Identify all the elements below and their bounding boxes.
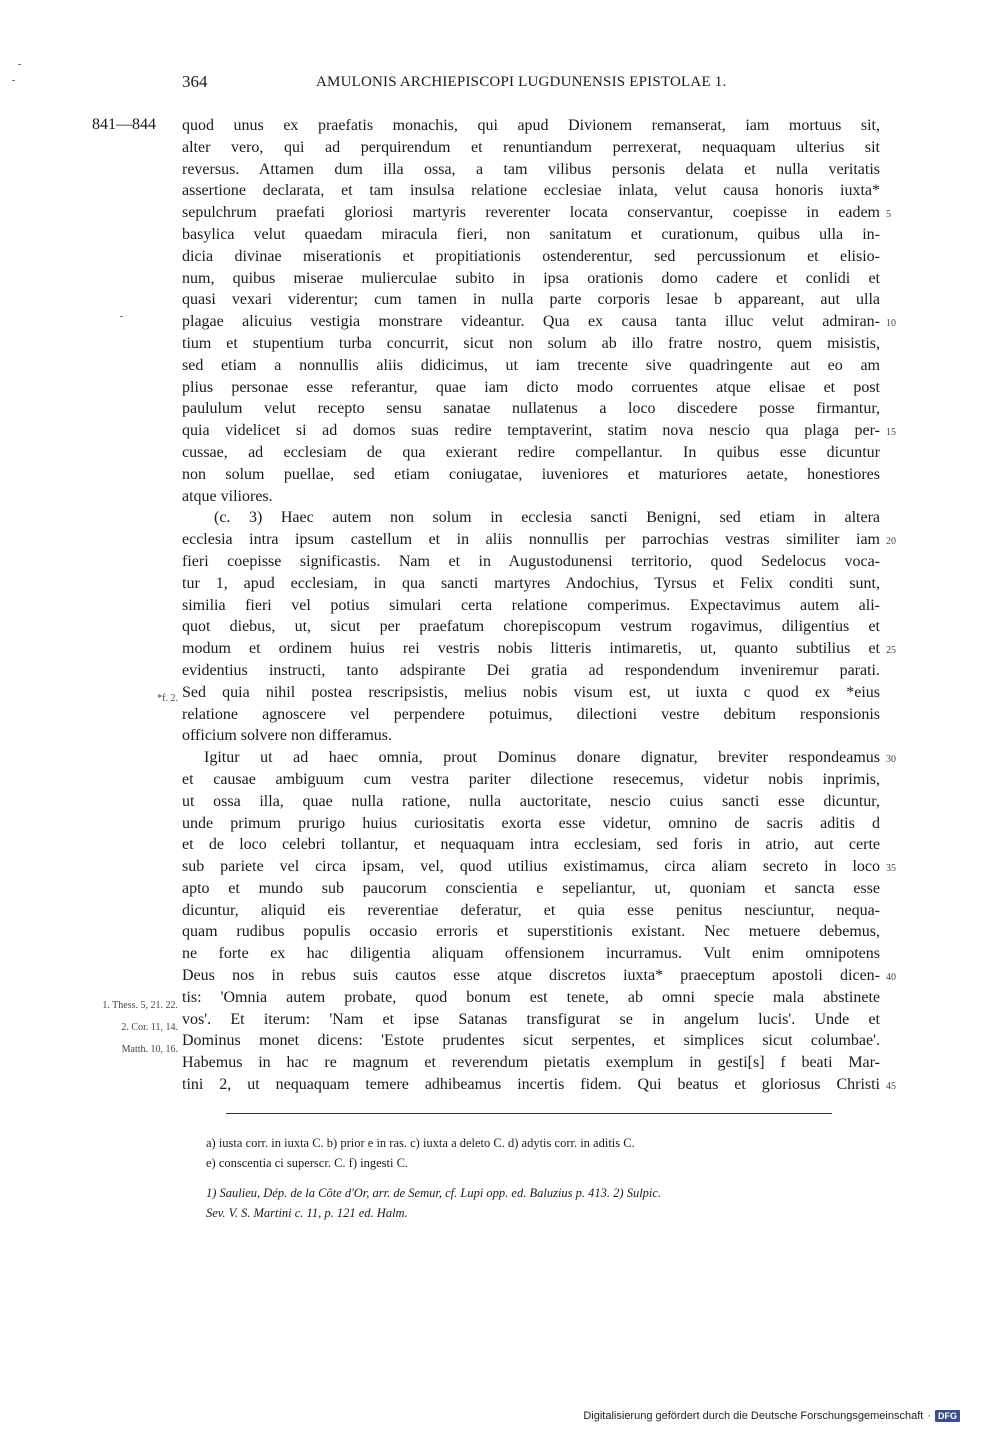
date-range: 841—844: [92, 116, 156, 133]
text-line: plagae alicuius vestigia monstrare videantur. Qua ex causa tanta illuc velut admiran-: [182, 313, 880, 331]
line-number: 10: [886, 318, 896, 329]
text-line: num, quibus miserae mulierculae subito in ipsa orationis domo cadere et conlidi et: [182, 269, 880, 287]
text-line: quam rudibus populis occasio erroris et superstitionis existant. Nec metuere debemus,: [182, 923, 880, 941]
text-line: Dominus monet dicens: 'Estote prudentes sicut serpentes, et simplices sicut columbae'.: [182, 1032, 880, 1050]
text-line: assertione declarata, et tam insulsa relatione ecclesiae inlata, velut causa honoris iuxta*: [182, 182, 880, 200]
text-line: similia fieri vel potius simulari certa relatione comperimus. Expectavimus autem ali-: [182, 596, 880, 614]
text-line: paululum velut recepto sensu sanatae nullatenus a loco discedere posse firmantur,: [182, 400, 880, 418]
text-line: unde primum prurigo huius curiositatis exorta esse videtur, omnino de sacris aditis d: [182, 814, 880, 832]
footnote: 1) Saulieu, Dép. de la Côte d'Or, arr. de Semur, cf. Lupi opp. ed. Baluzius p. 413. 2) Sulpic.: [206, 1186, 662, 1200]
text-line: Igitur ut ad haec omnia, prout Dominus donare dignatur, breviter respondeamus: [204, 749, 880, 767]
text-line: quot diebus, ut, sicut per praefatum chorepiscopum vestrum rogavimus, diligentius et: [182, 618, 880, 636]
text-line: quasi vexari viderentur; cum tamen in nulla parte corporis lesae b appareant, aut ulla: [182, 291, 880, 309]
dfg-logo-icon: DFG: [935, 1410, 960, 1422]
text-line: dicuntur, aliquid eis reverentiae deferatur, et quia esse penitus nesciuntur, nequa-: [182, 901, 880, 919]
running-title: AMULONIS ARCHIEPISCOPI LUGDUNENSIS EPISTOLAE 1.: [316, 74, 727, 90]
line-number: 35: [886, 863, 896, 874]
text-line: evidentius instructi, tanto adspirante Dei gratia ad respondendum inveniremur parati.: [182, 661, 880, 679]
text-line: et causae ambiguum cum vestra pariter dilectione resecemus, videtur nobis inprimis,: [182, 770, 880, 788]
apparatus-note: a) iusta corr. in iuxta C. b) prior e in ras. c) iuxta a deleto C. d) adytis corr. in aditis C.: [206, 1136, 635, 1150]
scripture-ref: Matth. 10, 16.: [121, 1044, 178, 1055]
text-line: Deus nos in rebus suis cautos esse atque discretos iuxta* praeceptum apostoli dicen-: [182, 967, 880, 985]
text-line: vos'. Et iterum: 'Nam et ipse Satanas transfigurat se in angelum lucis'. Unde et: [182, 1010, 880, 1028]
line-number: 20: [886, 536, 896, 547]
text-line: sepulchrum praefati gloriosi martyris reverenter locata conservantur, coepisse in eadem: [182, 204, 880, 222]
line-number: 40: [886, 972, 896, 983]
text-line: Sed quia nihil postea rescripsistis, melius nobis visum est, ut iuxta c quod ex *eius: [182, 683, 880, 701]
text-line: apto et mundo sub paucorum conscientia e sepeliantur, ut, quoniam et sancta esse: [182, 879, 880, 897]
text-line: sed etiam a nonnullis aliis didicimus, ut iam trecente sive quadringente aut eo am: [182, 356, 880, 374]
scripture-ref: 2. Cor. 11, 14.: [121, 1022, 178, 1033]
line-number: 25: [886, 645, 896, 656]
text-line: ne forte ex hac diligentia aliquam offensionem incurramus. Vult enim omnipotens: [182, 945, 880, 963]
text-line: ut ossa illa, quae nulla ratione, nulla auctoritate, nescio cuius sancti esse dicuntur,: [182, 792, 880, 810]
text-line: reversus. Attamen dum illa ossa, a tam vilibus personis delata et nulla veritatis: [182, 160, 880, 178]
line-number: 30: [886, 754, 896, 765]
text-line: tur 1, apud ecclesiam, in qua sancti martyres Andochius, Tyrsus et Felix conditi sunt,: [182, 574, 880, 592]
folio-ref: *f. 2.: [157, 693, 178, 704]
footnotes: [206, 1183, 882, 1223]
text-line: tis: 'Omnia autem probate, quod bonum est tenete, ab omni specie mala abstinete: [182, 988, 880, 1006]
text-line: (c. 3) Haec autem non solum in ecclesia sancti Benigni, sed etiam in altera: [214, 509, 880, 527]
text-line: et de loco celebri tollantur, et nequaquam intra ecclesiam, sed foris in atrio, aut certe: [182, 836, 880, 854]
text-line: ecclesia intra ipsum castellum et in aliis nonnullis per parrochias vestras similiter iam: [182, 531, 880, 549]
body-text: [182, 115, 880, 1096]
credit-separator: ·: [927, 1410, 931, 1422]
line-number: 15: [886, 427, 896, 438]
page-header: [0, 72, 1000, 96]
text-line: tium et stupentium turba concurrit, sicut non solum ab illo fratre nostro, quem misistis,: [182, 334, 880, 352]
text-line: Habemus in hac re magnum et reverendum pietatis exemplum in gesti[s] f beati Mar-: [182, 1054, 880, 1072]
text-line: cussae, ad ecclesiam de qua exierant redire compellantur. In quibus esse dicuntur: [182, 443, 880, 461]
text-line: fieri coepisse significastis. Nam et in Augustodunensi territorio, quod Sedelocus voca-: [182, 552, 880, 570]
credit-text: Digitalisierung gefördert durch die Deutsche Forschungsgemeinschaft: [583, 1410, 924, 1422]
text-line: plius personae esse referantur, quae iam dicto modo corruentes atque elisae et post: [182, 378, 880, 396]
text-line: relatione agnoscere vel perpendere potuimus, dilectioni vestre debitum responsionis: [182, 705, 880, 723]
text-line: modum et ordinem huius rei vestris nobis litteris intimaretis, ut, quanto subtilius et: [182, 640, 880, 658]
footnote-divider: [226, 1113, 832, 1114]
page-number: 364: [182, 72, 208, 91]
text-line: officium solvere non differamus.: [182, 727, 393, 745]
text-line: quia videlicet si ad domos suas redire temptaverint, statim nova nescio qua plaga per-: [182, 422, 880, 440]
footer-credit: [583, 1410, 960, 1422]
text-line: sub pariete vel circa ipsam, vel, quod utilius existimamus, circa aliam secreto in loco: [182, 858, 880, 876]
line-number: 45: [886, 1081, 896, 1092]
text-line: dicia divinae miserationis et propitiationis ostenderentur, sed percussionum et elisio-: [182, 247, 880, 265]
apparatus-notes: [206, 1133, 882, 1173]
footnote: Sev. V. S. Martini c. 11, p. 121 ed. Halm.: [206, 1206, 408, 1220]
text-line: alter vero, qui ad perquirendum et renuntiandum perrexerat, nequaquam ulterius sit: [182, 138, 880, 156]
text-line: quod unus ex praefatis monachis, qui apud Divionem remanserat, iam mortuus sit,: [182, 117, 880, 134]
text-line: atque viliores.: [182, 487, 273, 505]
line-number: 5: [886, 209, 891, 220]
text-line: basylica velut quaedam miracula fieri, non sanitatum et curationum, quibus ulla in-: [182, 225, 880, 243]
text-line: tini 2, ut nequaquam temere adhibeamus incertis fidem. Qui beatus et gloriosus Christi: [182, 1076, 880, 1094]
text-line: non solum puellae, sed etiam coniugatae, iuveniores et maturiores aetate, honestiores: [182, 465, 880, 483]
scripture-ref: 1. Thess. 5, 21. 22.: [102, 1000, 178, 1011]
apparatus-note: e) conscentia ci superscr. C. f) ingesti C.: [206, 1156, 409, 1170]
